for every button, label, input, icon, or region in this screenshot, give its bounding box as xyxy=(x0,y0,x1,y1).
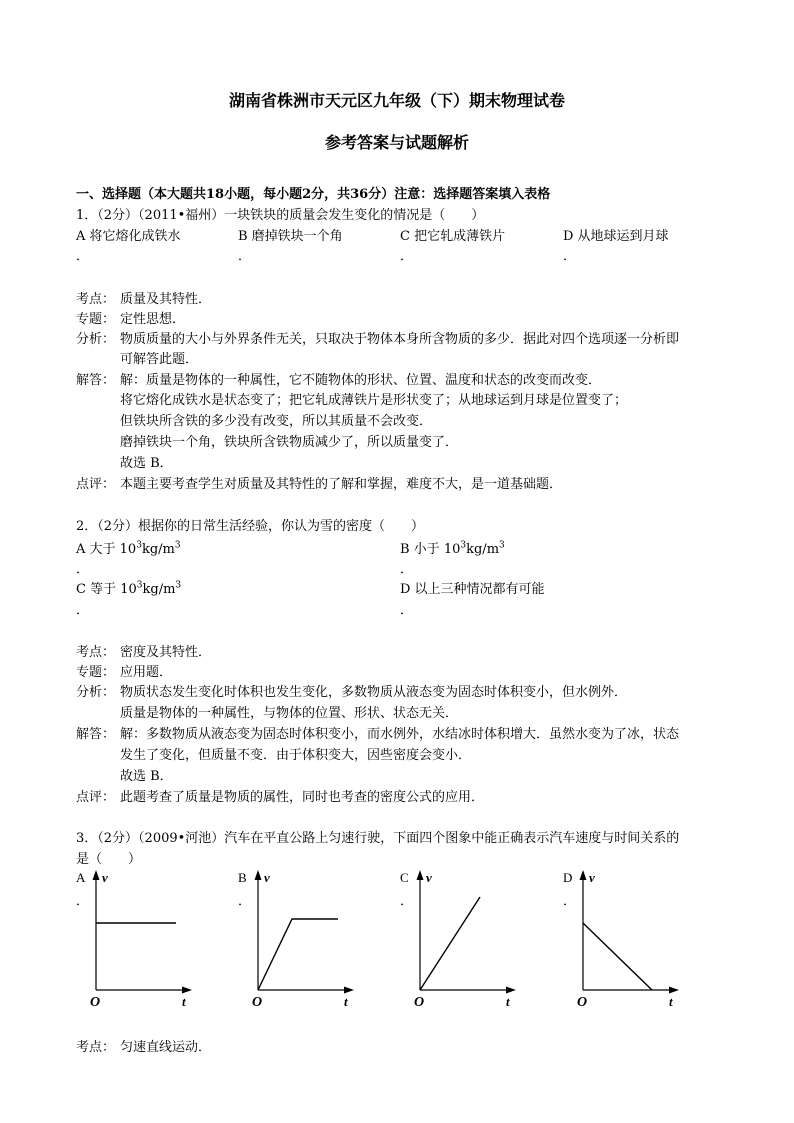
graph-d xyxy=(575,866,685,1011)
q2-fenxi-label: 分析： xyxy=(76,685,116,700)
graph-c xyxy=(412,866,522,1011)
graph-b xyxy=(250,866,360,1011)
q2-kaodian: 密度及其特性． xyxy=(120,645,212,660)
page-title: 湖南省株洲市天元区九年级（下）期末物理试卷 xyxy=(228,91,565,110)
graph-c-t-label: t xyxy=(506,994,510,1009)
q2-option-d: D 以上三种情况都有可能 xyxy=(400,582,545,597)
q1-kaodian-label: 考点： xyxy=(76,292,116,307)
graph-c-t-arrow xyxy=(506,987,516,994)
q2-unit-exponent: 3 xyxy=(175,580,182,591)
q2-fenxi-line: 物质状态发生变化时体积也发生变化，多数物质从液态变为固态时体积变小，但水例外． xyxy=(120,685,628,700)
q2-unit: kg/m xyxy=(466,542,500,557)
q2-dianping-label: 点评： xyxy=(76,790,116,805)
graph-b-v-arrow xyxy=(255,870,262,880)
graph-a-v-arrow xyxy=(93,870,100,880)
graph-d-t-label: t xyxy=(669,994,673,1009)
q2-dianping: 此题考查了质量是物质的属性，同时也考查的密度公式的应用． xyxy=(120,790,485,805)
q2-jieda-line: 解：多数物质从液态变为固态时体积变小，而水例外，水结冰时体积增大．虽然水变为了冰，状态 xyxy=(120,727,680,742)
graph-a-t-label: t xyxy=(182,994,186,1009)
q1-zhuanti-label: 专题： xyxy=(76,312,116,327)
q1-dot-a: ． xyxy=(76,249,90,264)
graph-a-v-label: v xyxy=(102,870,108,885)
graph-b-letter: B xyxy=(238,870,247,885)
graph-a xyxy=(88,866,198,1011)
q2-jieda-label: 解答： xyxy=(76,727,116,742)
graph-b-dot: ． xyxy=(238,894,252,909)
graph-b-t-label: t xyxy=(344,994,348,1009)
graph-b-curve xyxy=(258,919,338,990)
q2-jieda-line: 故选 B． xyxy=(120,769,173,784)
q1-dianping: 本题主要考查学生对质量及其特性的了解和掌握，难度不大，是一道基础题． xyxy=(120,477,563,492)
graph-c-curve xyxy=(420,897,480,990)
q1-dot-d: ． xyxy=(563,249,577,264)
section-heading: 一、选择题（本大题共18小题，每小题2分，共36分）注意：选择题答案填入表格 xyxy=(76,187,551,202)
q1-dot-b: ． xyxy=(238,249,252,264)
q1-fenxi-line: 物质质量的大小与外界条件无关，只取决于物体本身所含物质的多少．据此对四个选项逐一分析即 xyxy=(120,332,680,347)
q1-dianping-label: 点评： xyxy=(76,477,116,492)
q1-option-a: A 将它熔化成铁水 xyxy=(76,229,181,244)
graph-c-v-label: v xyxy=(426,870,432,885)
q2-unit: kg/m xyxy=(141,542,175,557)
q1-option-d: D 从地球运到月球 xyxy=(563,229,669,244)
q2-option-a-text: A 大于 10 xyxy=(76,542,137,557)
graph-c-dot: ． xyxy=(400,894,414,909)
graph-c-letter: C xyxy=(400,870,409,885)
question-3-stem: 3．（2分）（2009•河池）汽车在平直公路上匀速行驶，下面四个图象中能正确表示汽车速度与时间关系的 xyxy=(76,831,680,846)
q1-jieda-line: 但铁块所含铁的多少没有改变，所以其质量不会改变． xyxy=(120,414,433,429)
q2-option-b-text: B 小于 10 xyxy=(400,542,461,557)
graph-d-t-arrow xyxy=(669,987,679,994)
q2-jieda-line: 发生了变化，但质量不变．由于体积变大，因些密度会变小． xyxy=(120,748,472,763)
q2-exponent: 3 xyxy=(136,580,143,591)
q2-dot-b: ． xyxy=(400,562,414,577)
q2-option-c-text: C 等于 10 xyxy=(76,582,137,597)
graph-d-v-label: v xyxy=(589,870,595,885)
q1-fenxi-label: 分析： xyxy=(76,332,116,347)
graph-d-origin: O xyxy=(577,995,588,1010)
q2-dot-c: ． xyxy=(76,603,90,618)
q2-zhuanti-label: 专题： xyxy=(76,665,116,680)
graph-a-origin: O xyxy=(90,995,101,1010)
graph-a-dot: ． xyxy=(76,894,90,909)
q2-option-c xyxy=(76,578,181,597)
q3-kaodian-label: 考点： xyxy=(76,1040,116,1055)
graph-a-letter: A xyxy=(76,870,86,885)
graph-b-t-arrow xyxy=(344,987,354,994)
q2-dot-a: ． xyxy=(76,562,90,577)
q1-option-c: C 把它轧成薄铁片 xyxy=(400,229,506,244)
graph-d-dot: ． xyxy=(563,894,577,909)
graph-c-v-arrow xyxy=(417,870,424,880)
q1-dot-c: ． xyxy=(400,249,414,264)
q2-unit-exponent: 3 xyxy=(174,540,181,551)
graph-b-v-label: v xyxy=(264,870,270,885)
q1-option-b: B 磨掉铁块一个角 xyxy=(238,229,343,244)
graph-a-t-arrow xyxy=(182,987,192,994)
q1-jieda-line: 将它熔化成铁水是状态变了；把它轧成薄铁片是形状变了；从地球运到月球是位置变了； xyxy=(120,393,628,408)
q3-kaodian: 匀速直线运动． xyxy=(120,1040,212,1055)
q1-kaodian: 质量及其特性． xyxy=(120,292,212,307)
q1-jieda-line: 故选 B． xyxy=(120,456,173,471)
q2-fenxi-line: 质量是物体的一种属性，与物体的位置、形状、状态无关． xyxy=(120,706,459,721)
graph-d-letter: D xyxy=(563,870,573,885)
graph-c-origin: O xyxy=(414,995,425,1010)
q2-option-a xyxy=(76,538,181,557)
q2-exponent: 3 xyxy=(136,540,142,551)
q2-zhuanti: 应用题． xyxy=(120,665,173,680)
q1-zhuanti: 定性思想． xyxy=(120,312,186,327)
page-subtitle: 参考答案与试题解析 xyxy=(324,133,469,152)
q1-jieda-line: 磨掉铁块一个角，铁块所含铁物质减少了，所以质量变了． xyxy=(120,435,459,450)
q2-exponent: 3 xyxy=(460,540,467,551)
graph-b-origin: O xyxy=(252,995,263,1010)
question-2-stem: 2．（2分）根据你的日常生活经验，你认为雪的密度（ ） xyxy=(76,519,425,534)
question-3-stem-cont: 是（ ） xyxy=(76,852,142,867)
graph-d-v-arrow xyxy=(580,870,587,880)
q2-unit-exponent: 3 xyxy=(499,540,505,551)
q1-jieda-label: 解答： xyxy=(76,373,116,388)
q2-unit: kg/m xyxy=(142,582,176,597)
q2-kaodian-label: 考点： xyxy=(76,645,116,660)
graph-d-curve xyxy=(583,923,652,990)
q1-jieda-line: 解：质量是物体的一种属性，它不随物体的形状、位置、温度和状态的改变而改变． xyxy=(120,373,602,388)
question-1-stem: 1．（2分）（2011•福州）一块铁块的质量会发生变化的情况是（ ） xyxy=(76,208,485,223)
q2-dot-d: ． xyxy=(400,603,414,618)
q1-fenxi-line: 可解答此题． xyxy=(120,352,199,367)
q2-option-b xyxy=(400,538,505,557)
